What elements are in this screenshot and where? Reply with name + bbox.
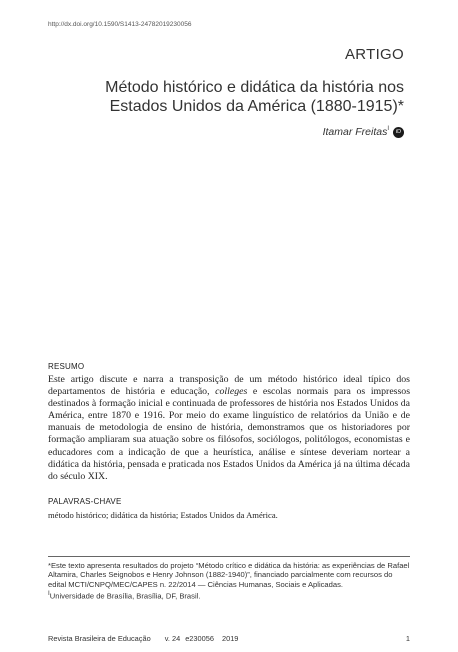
- footnotes: [48, 561, 410, 601]
- author-line: [323, 126, 404, 138]
- abstract-label: RESUMO: [48, 362, 85, 371]
- doi-link[interactable]: http://dx.doi.org/10.1590/S1413-24782019230056: [48, 21, 192, 28]
- article-title: Método histórico e didática da história nos Estados Unidos da América (1880-1915)*: [105, 79, 404, 115]
- keywords-text: método histórico; didática da história; Estados Unidos da América.: [48, 510, 278, 520]
- section-label: ARTIGO: [344, 46, 404, 63]
- journal-year: 2019: [221, 634, 239, 643]
- orcid-icon[interactable]: iD: [393, 127, 404, 138]
- author-sup: I: [387, 126, 389, 132]
- page-footer: [48, 634, 410, 643]
- journal-volume: v. 24: [164, 634, 181, 643]
- page-number: 1: [405, 634, 410, 643]
- journal-name: Revista Brasileira de Educação: [48, 634, 151, 643]
- footnote-affiliation: $^I$Universidade de Brasília, Brasília, DF, Brasil.: [48, 590, 201, 601]
- keywords-label: PALAVRAS-CHAVE: [48, 497, 122, 506]
- footnote-divider: [48, 556, 410, 557]
- abstract-text: Este artigo discute e narra a transposição de um método histórico ideal típico dos departamentos de história e educação, colleges e escolas normais para os impressos destinados à formação inicial e continuada de professores de história nos Estados Unidos da América, entre 1870 e 1916. Por meio do exame linguístico de relatórios da União e de manuais de metodologia de ensino de história, demonstramos que os historiadores por formação ampliaram sua atuação sobre os filósofos, sociólogos, politólogos, economistas e educadores com a indicação de que a heurística, análise e síntese deveriam nortear a didática da história, pensada e praticada nos Estados Unidos da América já na última década do século XIX.: [48, 374, 411, 482]
- footnote-project: *Este texto apresenta resultados do projeto “Método crítico e didática da história: as experiências de Rafael Altamira, Charles Seignobos e Henry Johnson (1882-1940)”, financiado parcialmente com recursos do edital MCTI/CNPQ/MEC/CAPES n. 22/2014 — Ciências Humanas, Sociais e Aplicadas.: [48, 561, 410, 589]
- article-id: e230056: [185, 634, 214, 643]
- author-name: Itamar Freitas$^I$: [322, 126, 389, 138]
- abstract-italic: colleges: [215, 386, 248, 398]
